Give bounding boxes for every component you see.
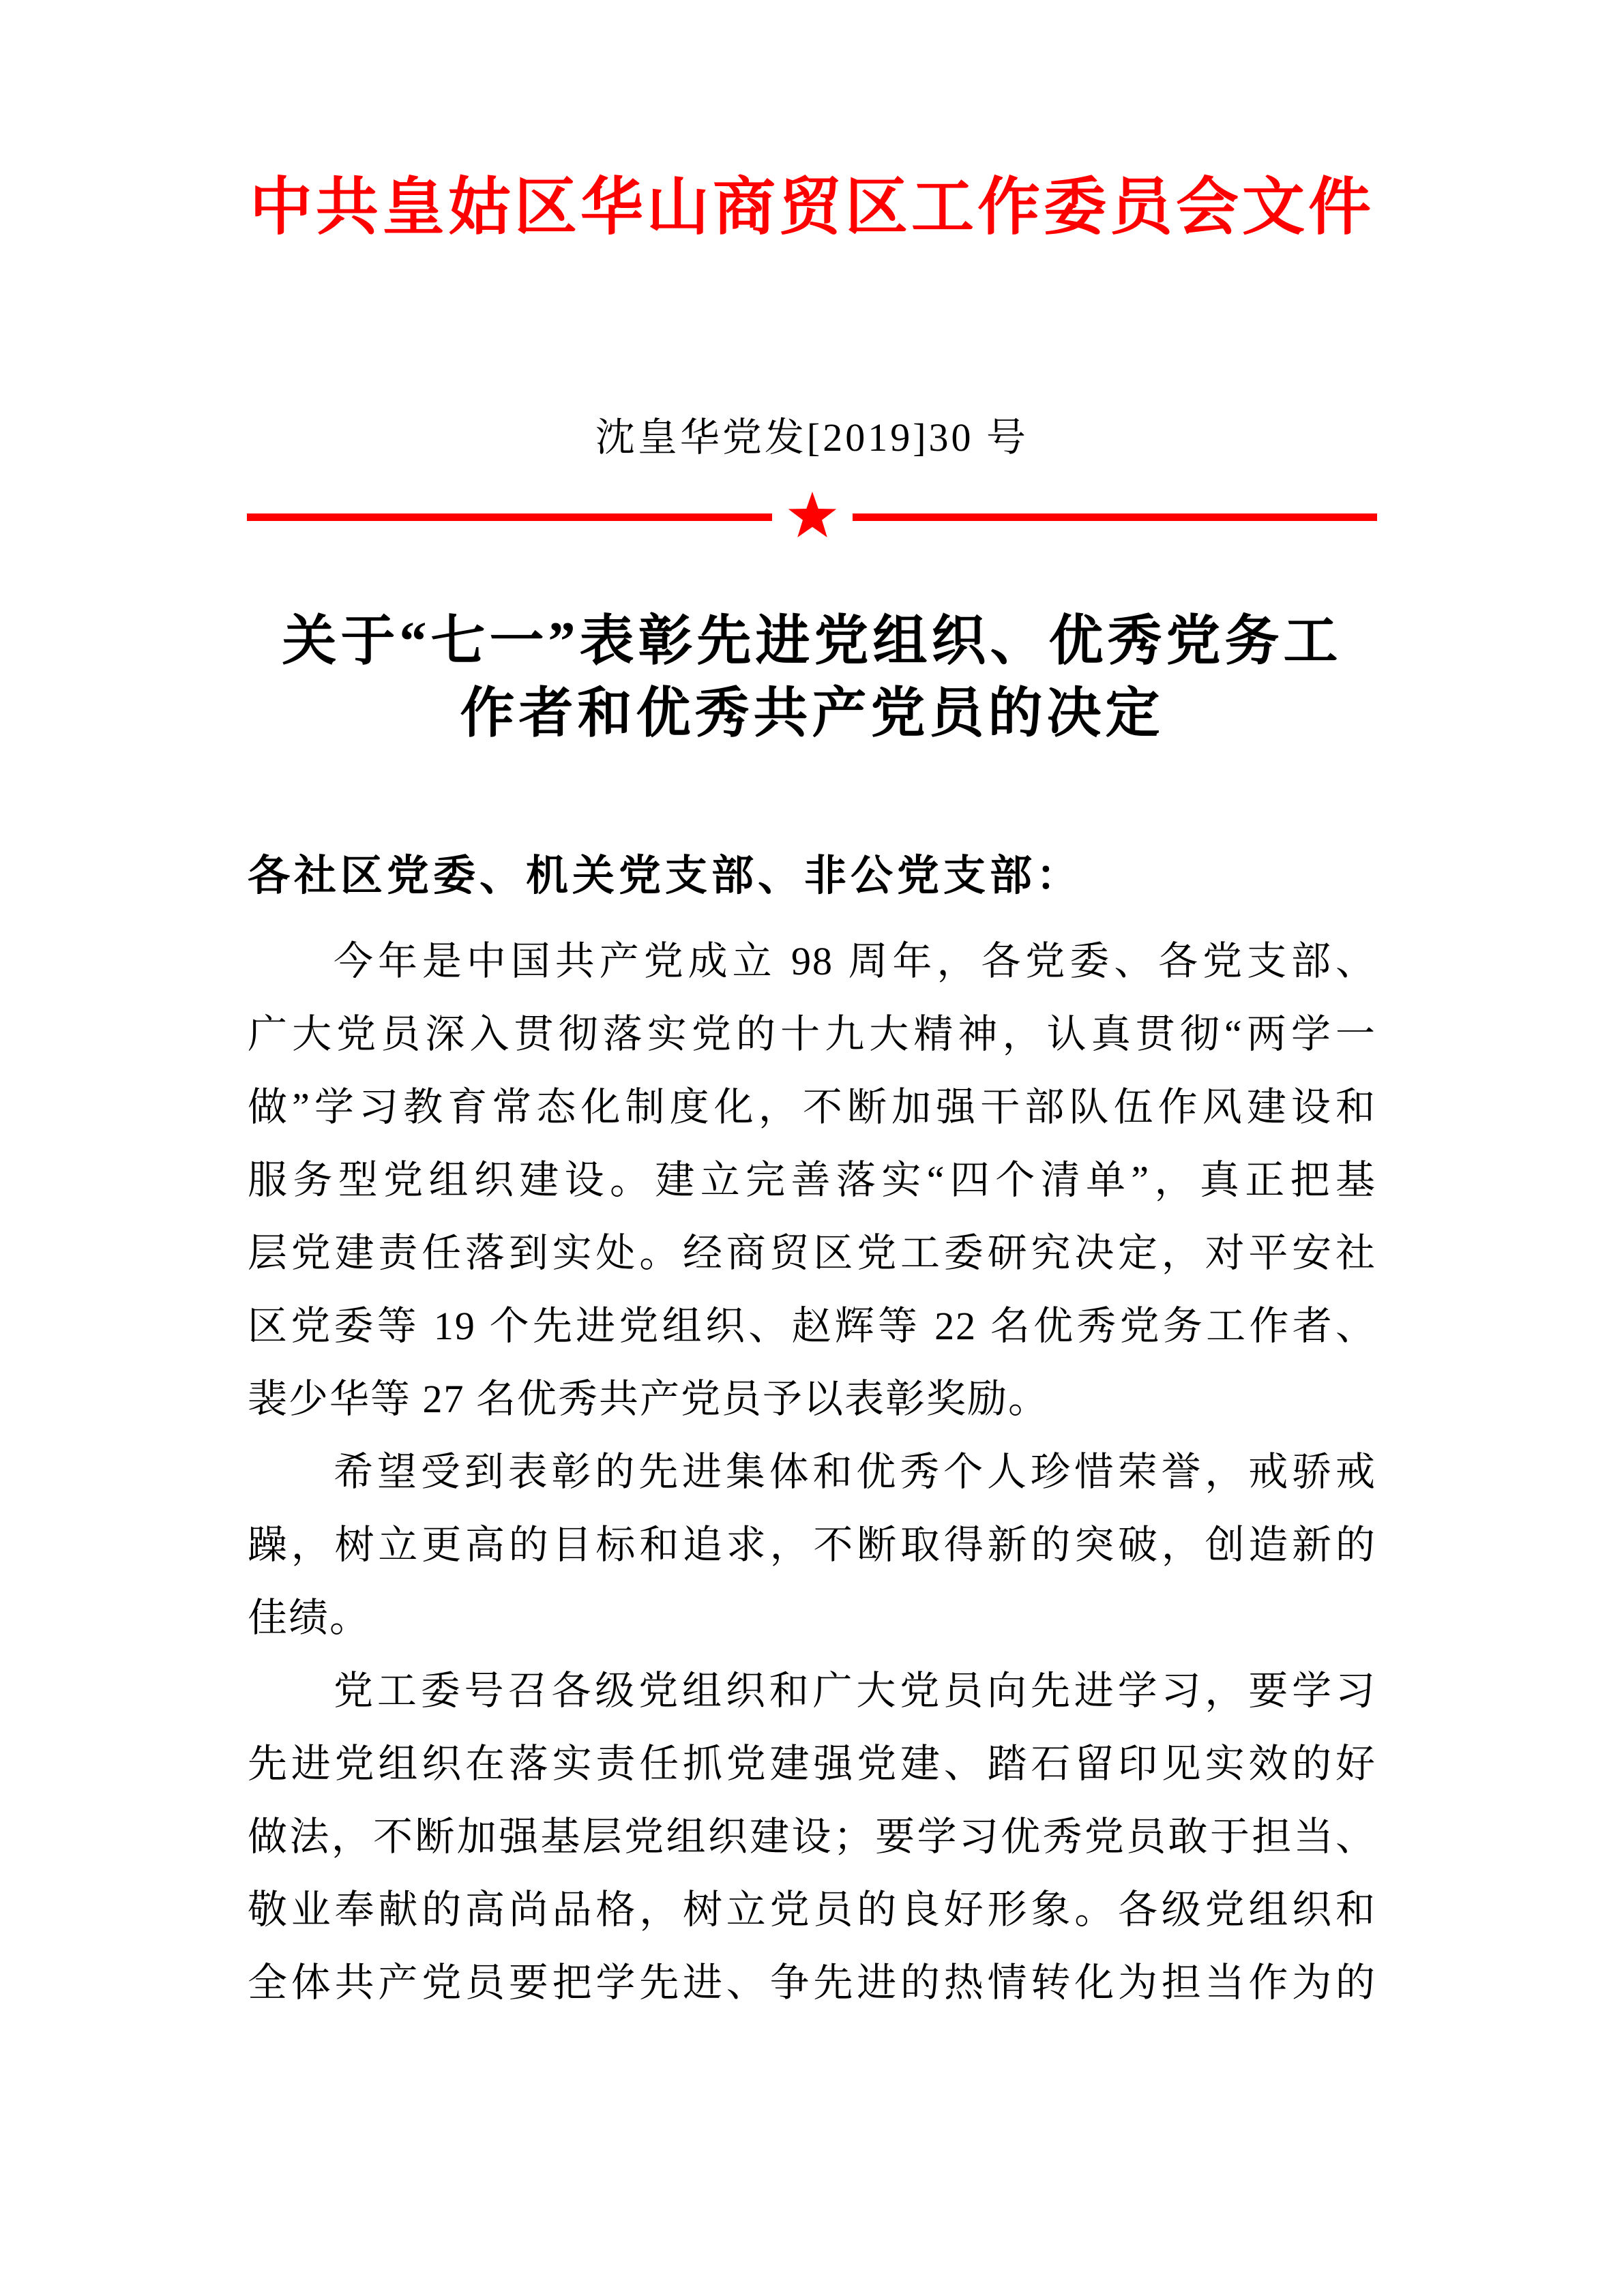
document-title-line1: 关于“七一”表彰先进党组织、优秀党务工: [282, 612, 1342, 672]
body-line: 躁，树立更高的目标和追求，不断取得新的突破，创造新的: [248, 1523, 1376, 1567]
red-divider-right-bar: [853, 513, 1378, 521]
document-title: [248, 606, 1376, 750]
body-line: 层党建责任落到实处。经商贸区党工委研究决定，对平安社: [248, 1231, 1376, 1275]
paragraph: [248, 1435, 1376, 1654]
body-line: 党工委号召各级党组织和广大党员向先进学习，要学习: [334, 1669, 1376, 1713]
body-line: 区党委等 19 个先进党组织、赵辉等 22 名优秀党务工作者、: [248, 1304, 1376, 1348]
document-title-line2: 作者和优秀共产党员的决定: [460, 684, 1164, 744]
body-line: 敬业奉献的高尚品格，树立党员的良好形象。各级党组织和: [248, 1888, 1376, 1932]
body-line: 今年是中国共产党成立 98 周年，各党委、各党支部、: [334, 939, 1376, 983]
body-line: 做法，不断加强基层党组织建设；要学习优秀党员敢于担当、: [248, 1815, 1376, 1859]
red-star-icon: [772, 488, 853, 546]
body-line: 裴少华等 27 名优秀共产党员予以表彰奖励。: [248, 1377, 1050, 1421]
body-line: 佳绩。: [248, 1596, 371, 1640]
paragraph: [248, 925, 1376, 1435]
body-line: 广大党员深入贯彻落实党的十九大精神，认真贯彻“两学一: [248, 1012, 1376, 1056]
red-divider-left-bar: [247, 513, 772, 521]
body-line: 全体共产党员要把学先进、争先进的热情转化为担当作为的: [248, 1960, 1376, 2005]
body-line: 服务型党组织建设。建立完善落实“四个清单”，真正把基: [248, 1158, 1376, 1202]
doc-number: 沈皇华党发[2019]30 号: [595, 415, 1029, 460]
paragraph: [248, 1654, 1376, 2019]
red-divider: [247, 488, 1377, 546]
body-line: 先进党组织在落实责任抓党建强党建、踏石留印见实效的好: [248, 1742, 1376, 1786]
salutation: 各社区党委、机关党支部、非公党支部：: [248, 853, 1083, 899]
document-body: [248, 925, 1376, 2019]
masthead-org-title: 中共皇姑区华山商贸区工作委员会文件: [249, 173, 1374, 242]
body-line: 希望受到表彰的先进集体和优秀个人珍惜荣誉，戒骄戒: [334, 1450, 1376, 1494]
body-line: 做”学习教育常态化制度化，不断加强干部队伍作风建设和: [248, 1085, 1376, 1129]
